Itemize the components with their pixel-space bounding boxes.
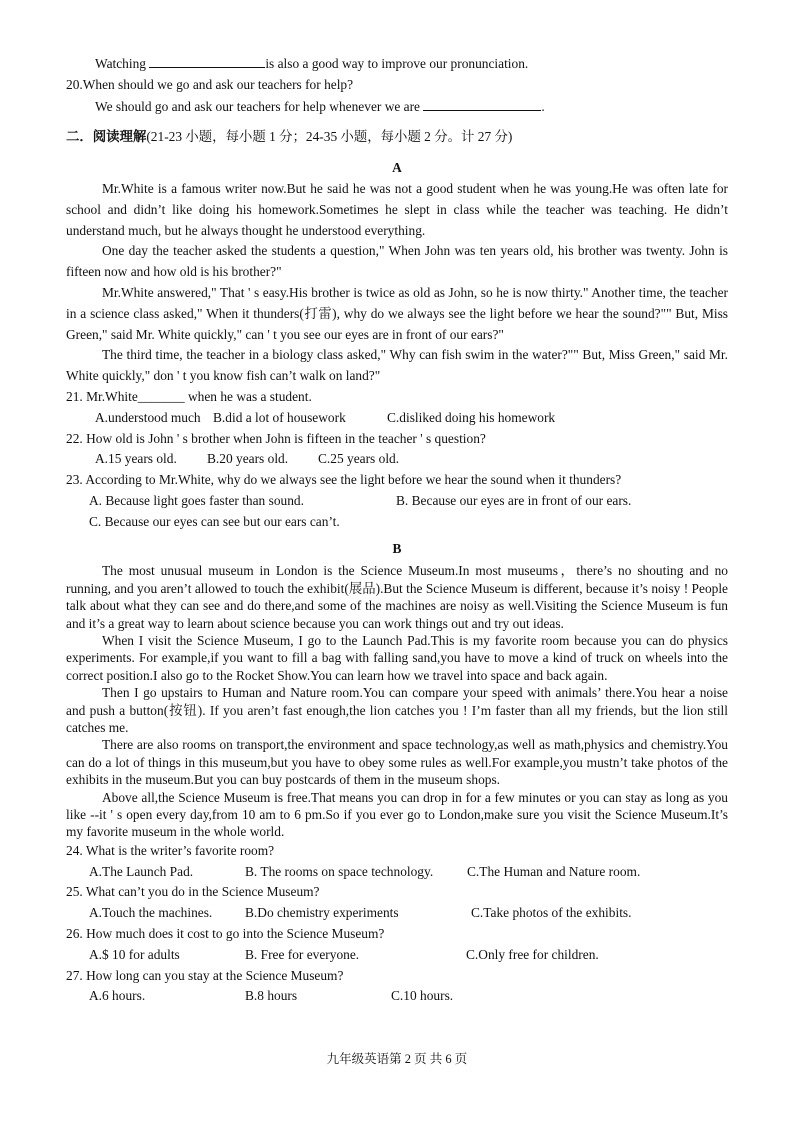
q20-question: 20.When should we go and ask our teachers for help? [66, 76, 354, 92]
question-26: 26. How much does it cost to go into the Science Museum? [66, 926, 385, 942]
question-26-options [66, 945, 728, 966]
answer-blank [149, 53, 265, 68]
q20-text-after: . [541, 98, 545, 114]
section-label: 二．阅读理解 [66, 129, 147, 145]
passage-a-paragraph: Mr.White answered," That ' s easy.His brother is twice as old as John, so he is now thirty." Another time, the teacher in a science class asked," When it thunders(打雷), why do we always see the light before we hear the sound?"" But, Miss Green," said Mr. White quickly," can ' t you see our eyes are in front of our ears?" [66, 284, 728, 342]
q20-text-before: We should go and ask our teachers for help whenever we are [95, 98, 424, 114]
option: B. Free for everyone. [245, 946, 360, 962]
option: A.Touch the machines. [89, 905, 213, 921]
question-21-options [66, 408, 728, 429]
option: C.disliked doing his homework [387, 409, 556, 425]
option: C.25 years old. [318, 451, 400, 467]
question-23: 23. According to Mr.White, why do we always see the light before we hear the sound when it thunders? [66, 472, 622, 488]
passage-a-heading: A [392, 160, 402, 176]
q19-text-after: is also a good way to improve our pronunciation. [265, 56, 529, 71]
option: B.Do chemistry experiments [245, 905, 399, 921]
question-21: 21. Mr.White_______ when he was a student. [66, 388, 312, 404]
section-detail: (21-23 小题，每小题 1 分；24-35 小题，每小题 2 分。计 27 分) [146, 129, 513, 145]
question-24: 24. What is the writer’s favorite room? [66, 842, 275, 858]
question-27-options [66, 986, 728, 1007]
question-27: 27. How long can you stay at the Science Museum? [66, 967, 344, 983]
option: C.10 hours. [391, 988, 454, 1004]
q20-answer-line [66, 96, 728, 118]
option: A.6 hours. [89, 988, 146, 1004]
option: C.Only free for children. [466, 946, 599, 962]
option: B.did a lot of housework [213, 409, 346, 425]
question-23-options [66, 491, 728, 512]
passage-b-paragraph: The most unusual museum in London is the Science Museum.In most museums，there’s no shouting and no running, and you aren’t allowed to touch the exhibit(展品).But the Science Museum is different, because it’s noisy ! People talk about what they can see and do there,and some of the machines are noisy as well.Visiting the Science Museum is fun and it’s a great way to learn about science because you can work things out and try out ideas. [66, 563, 728, 631]
question-25: 25. What can’t you do in the Science Museum? [66, 884, 320, 900]
passage-a-paragraph: Mr.White is a famous writer now.But he said he was not a good student when he was young.He was often late for school and didn’t like doing his homework.Sometimes he slept in class while the teacher was teaching. He didn’t understand much, but he always thought he understood everything. [66, 180, 728, 238]
passage-b-heading: B [392, 540, 402, 556]
q19-text-before: Watching [95, 56, 150, 71]
option: C.The Human and Nature room. [467, 863, 641, 879]
option: A.$ 10 for adults [89, 946, 180, 962]
option: B. The rooms on space technology. [245, 863, 434, 879]
passage-b-paragraph: Above all,the Science Museum is free.That means you can drop in for a few minutes or you can stay as long as you like --it ' s open every day,from 10 am to 6 pm.So if you ever go to London,make sure you visit the Science Museum.It’s my favorite museum in the whole world. [66, 789, 728, 840]
passage-b-paragraph: When I visit the Science Museum, I go to the Launch Pad.This is my favorite room because you can do physics experiments. For example,if you want to fill a bag with falling sand,you have to move a kind of truck on wheels into the correct position.I also go to the Rocket Show.You can learn how we travel into space and back again. [66, 632, 728, 683]
option: A.15 years old. [95, 451, 177, 467]
option: C. Because our eyes can see but our ears can’t. [89, 513, 340, 529]
option: A.The Launch Pad. [89, 863, 194, 879]
option: B.20 years old. [207, 451, 289, 467]
option: A. Because light goes faster than sound. [89, 492, 304, 508]
question-25-options [66, 903, 728, 924]
page-content [66, 53, 728, 1007]
question-22: 22. How old is John ' s brother when John is fifteen in the teacher ' s question? [66, 430, 486, 446]
option: B. Because our eyes are in front of our ears. [396, 492, 632, 508]
option: C.Take photos of the exhibits. [471, 905, 632, 921]
option: A.understood much [95, 409, 201, 425]
passage-a-paragraph: The third time, the teacher in a biology class asked," Why can fish swim in the water?"" But, Miss Green," said Mr. White quickly," don ' t you know fish can’t walk on land?" [66, 347, 728, 384]
page-footer: 九年级英语第 2 页 共 6 页 [326, 1052, 468, 1066]
option: B.8 hours [245, 988, 298, 1004]
passage-b-paragraph: Then I go upstairs to Human and Nature room.You can compare your speed with animals’ there.You hear a noise and push a button(按钮). If you aren’t fast enough,the lion catches you ! I’m faster than all my friends, but the lion still catches me. [66, 685, 728, 735]
question-22-options [66, 449, 728, 470]
section-heading [66, 127, 728, 148]
question-24-options [66, 862, 728, 883]
q19-answer-line [66, 53, 728, 75]
answer-blank [423, 96, 541, 111]
passage-a-paragraph: One day the teacher asked the students a question," When John was ten years old, his brother was twenty. John is fifteen now and how old is his brother?" [66, 243, 728, 280]
passage-b-paragraph: There are also rooms on transport,the environment and space technology,as well as math,physics and chemistry.You can do a lot of things in this museum,but you have to obey some rules as well.For example,you mustn’t take photos of the exhibits in the museum.But you can buy postcards of them in the museum shops. [66, 737, 728, 788]
